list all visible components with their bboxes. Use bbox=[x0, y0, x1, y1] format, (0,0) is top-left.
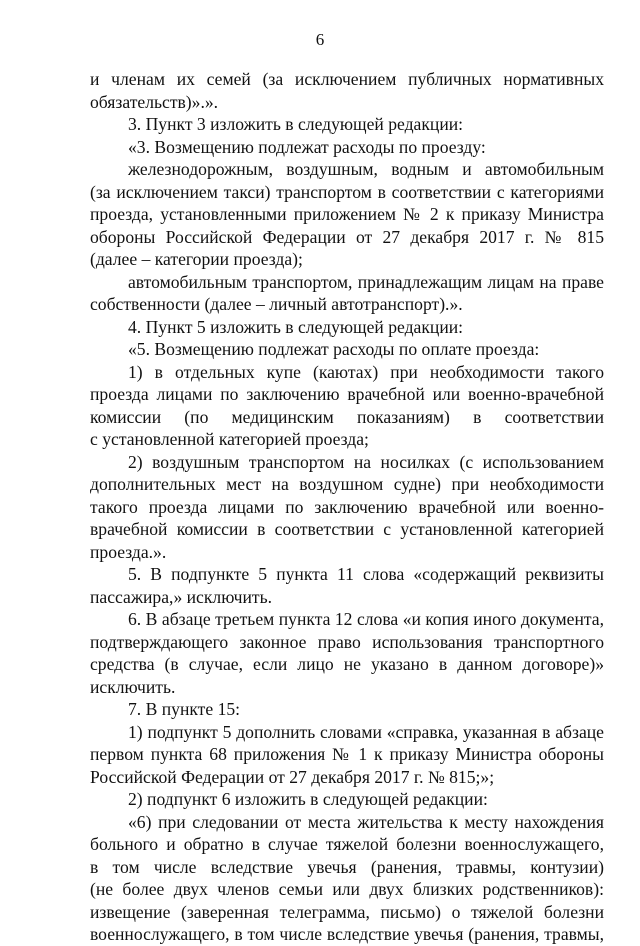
text-line: 2) подпункт 6 изложить в следующей редакции: bbox=[128, 789, 488, 809]
text-line: 2) воздушным транспортом на носилках (с использованием bbox=[128, 451, 604, 472]
text-line: врачебной комиссии в соответствии с установленной категорией bbox=[90, 519, 604, 539]
text-line: и членам их семей (за исключением публичных нормативных bbox=[90, 69, 604, 89]
document-body bbox=[90, 68, 604, 946]
text-line: «6) при следовании от места жительства к месту нахождения bbox=[128, 811, 604, 832]
text-line: больного и обратно в случае тяжелой болезни военнослужащего, bbox=[90, 834, 604, 854]
text-line: проезда лицами по заключению врачебной или военно-врачебной bbox=[90, 384, 604, 404]
text-line: 3. Пункт 3 изложить в следующей редакции: bbox=[128, 114, 464, 134]
text-line: пассажира,» исключить. bbox=[90, 586, 273, 607]
text-line: в том числе вследствие увечья (ранения, травмы, контузии) bbox=[90, 856, 604, 877]
text-line: автомобильным транспортом, принадлежащим лицам на праве bbox=[128, 271, 604, 292]
text-line: военнослужащего, в том числе вследствие увечья (ранения, травмы, bbox=[90, 924, 604, 944]
text-line: исключить. bbox=[90, 676, 176, 697]
text-line: обороны Российской Федерации от 27 декабря 2017 г. № 815 bbox=[90, 226, 604, 247]
text-line: (не более двух членов семьи или двух близких родственников): bbox=[90, 879, 604, 899]
text-line: с установленной категорией проезда; bbox=[90, 429, 369, 449]
page-number: 6 bbox=[315, 30, 325, 49]
text-line: подтверждающего законное право использования транспортного bbox=[90, 631, 604, 652]
text-line: проезда.». bbox=[90, 541, 167, 562]
text-line: средства (в случае, если лицо не указано в данном договоре)» bbox=[90, 654, 604, 674]
text-line: 7. В пункте 15: bbox=[128, 699, 241, 719]
text-line: 5. В подпункте 5 пункта 11 слова «содержащий реквизиты bbox=[128, 564, 604, 584]
text-line: комиссии (по медицинским показаниям) в соответствии bbox=[90, 406, 604, 427]
text-line: обязательств)».». bbox=[90, 91, 219, 112]
text-line: «5. Возмещению подлежат расходы по оплате проезда: bbox=[128, 339, 540, 359]
text-line: 1) в отдельных купе (каютах) при необходимости такого bbox=[128, 361, 604, 382]
text-line: железнодорожным, воздушным, водным и автомобильным bbox=[128, 159, 604, 179]
text-line: 4. Пункт 5 изложить в следующей редакции: bbox=[128, 316, 464, 337]
text-line: (далее – категории проезда); bbox=[90, 249, 303, 269]
text-line: проезда, установленными приложением № 2 к приказу Министра bbox=[90, 204, 604, 224]
text-line: такого проезда лицами по заключению врачебной или военно- bbox=[90, 496, 604, 517]
text-line: первом пункта 68 приложения № 1 к приказу Министра обороны bbox=[90, 744, 604, 764]
text-line: 6. В абзаце третьем пункта 12 слова «и копия иного документа, bbox=[128, 609, 604, 629]
text-line: дополнительных мест на воздушном судне) при необходимости bbox=[90, 474, 604, 494]
text-line: собственности (далее – личный автотранспорт).». bbox=[90, 294, 463, 314]
text-line: (за исключением такси) транспортом в соответствии с категориями bbox=[90, 181, 604, 202]
text-line: извещение (заверенная телеграмма, письмо) о тяжелой болезни bbox=[90, 901, 604, 922]
text-line: 1) подпункт 5 дополнить словами «справка, указанная в абзаце bbox=[128, 721, 604, 742]
text-line: Российской Федерации от 27 декабря 2017 г. № 815;»; bbox=[90, 766, 495, 787]
text-line: «3. Возмещению подлежат расходы по проезду: bbox=[128, 136, 486, 157]
